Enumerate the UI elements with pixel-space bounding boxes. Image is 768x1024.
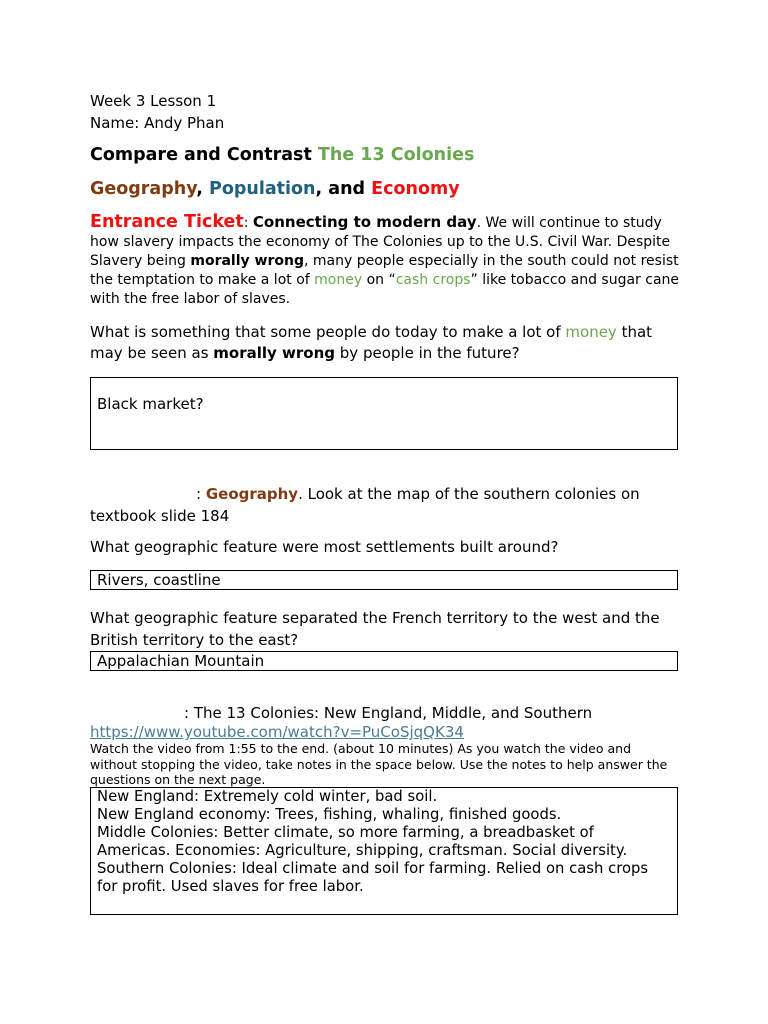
- geo-text: . Look at the map of the southern colonies on textbook slide 184: [90, 485, 640, 525]
- entrance-cash-crops: cash crops: [395, 272, 471, 288]
- entrance-colon: :: [243, 215, 249, 231]
- topic-and: , and: [315, 179, 366, 199]
- week-lesson: Week 3 Lesson 1: [90, 92, 217, 110]
- geography-instruction: [90, 483, 680, 527]
- video-link[interactable]: https://www.youtube.com/watch?v=PuCoSjqQK34: [90, 723, 464, 741]
- note-line: New England economy: Trees, fishing, whaling, finished goods.: [97, 806, 562, 823]
- title-prefix: Compare and Contrast: [90, 145, 318, 165]
- question-1: [90, 322, 680, 364]
- notes-box[interactable]: [90, 787, 678, 915]
- question-2: What geographic feature were most settlements built around?: [90, 538, 559, 556]
- entrance-text-4: ” like tobacco and sugar cane with the free labor of slaves.: [90, 272, 680, 307]
- entrance-heading: Connecting to modern day: [252, 213, 477, 231]
- entrance-text-1: . We will continue to study how slavery impacts the economy of The Colonies up to the U.S. Civil War. Despite Slavery being: [90, 215, 671, 269]
- q1-money: money: [565, 323, 617, 341]
- note-line: Middle Colonies: Better climate, so more farming, a breadbasket of Americas. Economies: Agriculture, shipping, craftsman. Social diversity.: [97, 824, 628, 859]
- geo-label: Geography: [205, 485, 299, 503]
- answer-2-box[interactable]: [90, 570, 678, 590]
- note-line: New England: Extremely cold winter, bad soil.: [97, 788, 438, 805]
- topic-population: Population: [209, 179, 316, 199]
- q1-morally-wrong: morally wrong: [213, 344, 336, 362]
- notes-list: [97, 788, 669, 896]
- answer-2-text: Rivers, coastline: [97, 571, 221, 589]
- entrance-text-3: on “: [362, 272, 396, 288]
- student-name: Name: Andy Phan: [90, 114, 225, 132]
- video-instructions: Watch the video from 1:55 to the end. (about 10 minutes) As you watch the video and without stopping the video, take notes in the space below. Use the notes to help answer the questions on the next page.: [90, 741, 668, 787]
- q1-text-b: that may be seen as: [90, 323, 653, 362]
- note-line: Southern Colonies: Ideal climate and soil for farming. Relied on cash crops for profit. Used slaves for free labor.: [97, 860, 649, 895]
- answer-3-box[interactable]: [90, 651, 678, 671]
- q1-text-c: by people in the future?: [335, 344, 520, 362]
- topic-economy: Economy: [371, 179, 460, 199]
- answer-3-text: Appalachian Mountain: [97, 652, 265, 670]
- page-title: [90, 144, 474, 166]
- entrance-ticket-label: Entrance Ticket: [90, 212, 244, 232]
- question-3: What geographic feature separated the French territory to the west and the British territory to the east?: [90, 609, 660, 649]
- answer-1-text: Black market?: [97, 395, 204, 413]
- topic-comma: ,: [196, 179, 203, 199]
- entrance-text-2: , many people especially in the south could not resist the temptation to make a lot of: [90, 253, 679, 288]
- topics-subtitle: [90, 178, 460, 200]
- topic-geography: Geography: [90, 179, 197, 199]
- q1-text-a: What is something that some people do today to make a lot of: [90, 323, 566, 341]
- entrance-ticket-paragraph: [90, 213, 680, 309]
- video-section-title: : The 13 Colonies: New England, Middle, and Southern: [184, 704, 593, 722]
- entrance-money: money: [314, 272, 363, 288]
- geo-colon: :: [196, 485, 206, 503]
- entrance-morally-wrong: morally wrong: [190, 253, 304, 269]
- answer-1-box[interactable]: [90, 377, 678, 450]
- title-highlight: The 13 Colonies: [317, 145, 475, 165]
